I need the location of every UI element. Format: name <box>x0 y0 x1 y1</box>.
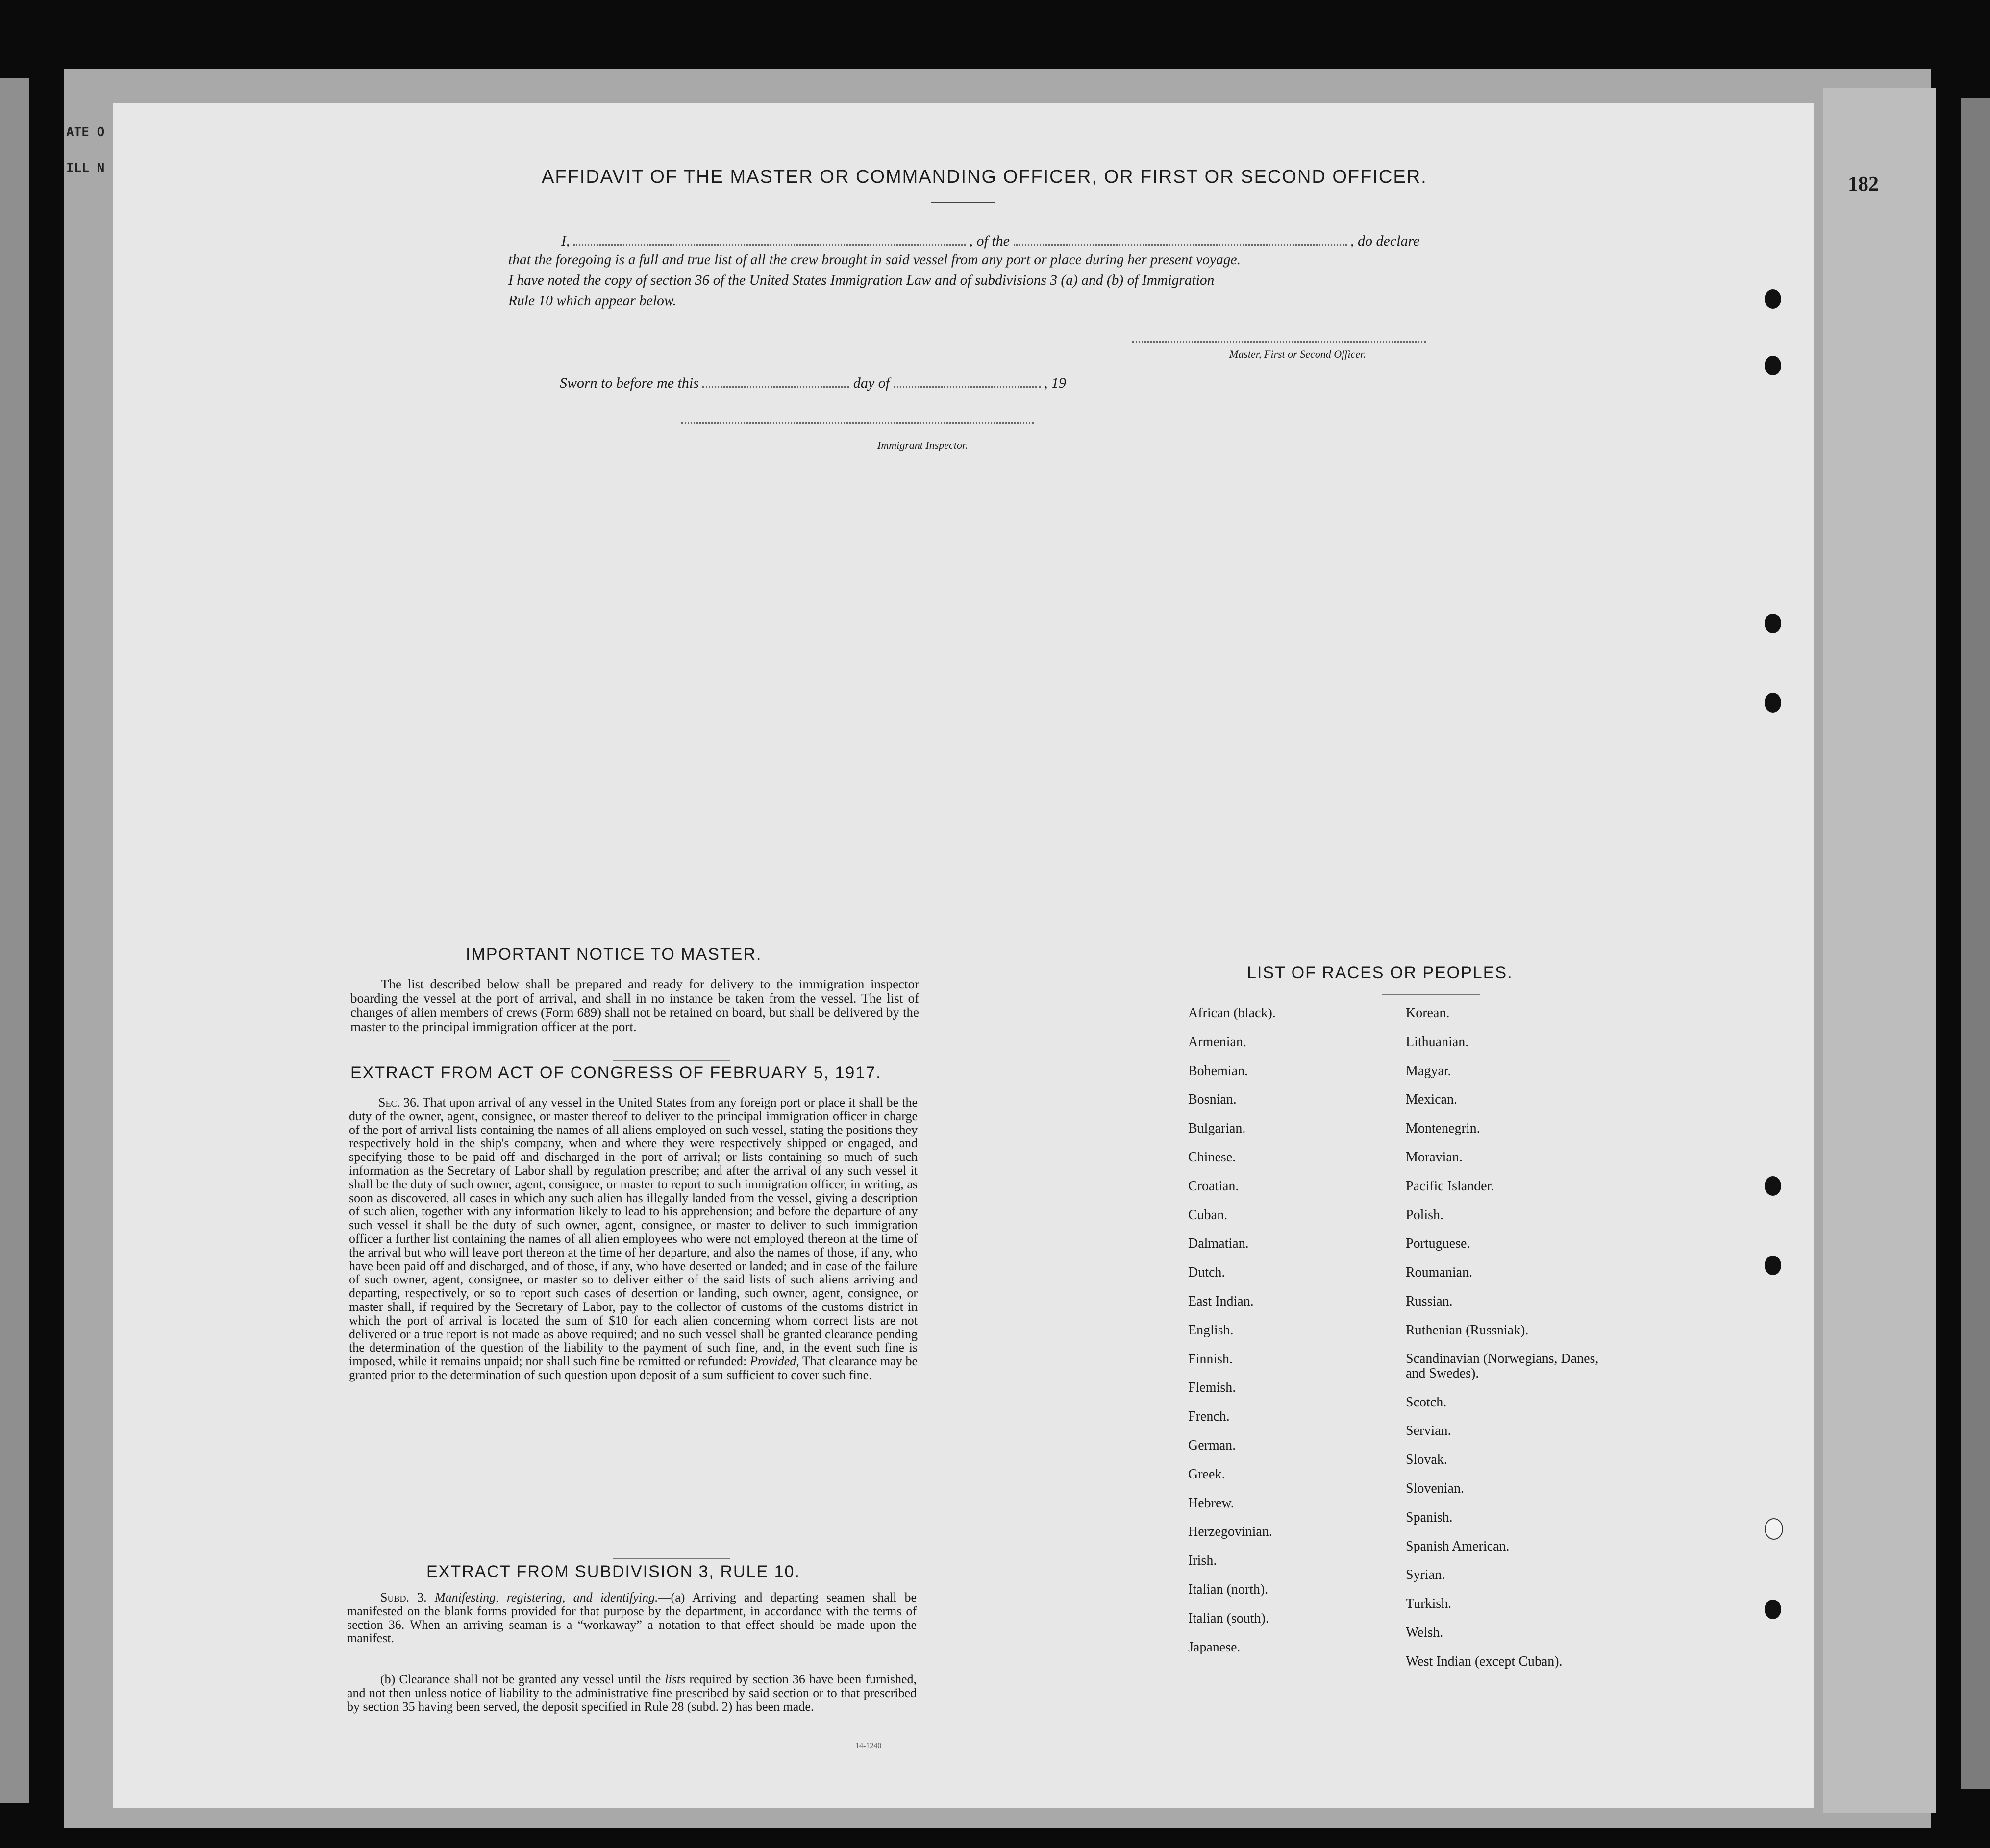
race-item: Greek. <box>1188 1466 1225 1482</box>
page-number: 182 <box>1848 173 1879 196</box>
binding-hole <box>1765 1600 1781 1619</box>
race-item: Welsh. <box>1406 1625 1443 1640</box>
race-item: Polish. <box>1406 1207 1444 1223</box>
binding-hole <box>1765 693 1781 713</box>
race-item: Italian (south). <box>1188 1610 1269 1626</box>
race-item: Montenegrin. <box>1406 1121 1480 1136</box>
year-label: , 19 <box>1044 375 1067 391</box>
races-left-column <box>1188 1006 1276 1668</box>
rule-10-para-a <box>347 1591 917 1645</box>
left-edge-fragment-2: ILL N <box>66 161 105 175</box>
race-item: Pacific Islander. <box>1406 1178 1494 1194</box>
race-item: Portuguese. <box>1406 1236 1470 1252</box>
inspector-label: Immigrant Inspector. <box>877 439 968 451</box>
sec-36-body: That upon arrival of any vessel in the United States from any foreign port or place it shall be the duty of the owner, agent, consignee, or master thereof to deliver to the principal immigration officer in charge of the port of arrival lists containing the names of all aliens employed on such vessel, stating the positions they respectively hold in the ship's company, when and where they were respectively shipped or engaged, and specifying those to be paid off and discharged in the port of arrival; or lists containing so much of such information as the Secretary of Labor shall by regulation prescribe; and after the arrival of any such vessel it shall be the duty of such owner, agent, consignee, or master to report to such immigration officer, in writing, as soon as discovered, all cases in which any such alien has illegally landed from the vessel, giving a description of such alien, together with any information likely to lead to his apprehension; and before the departure of any such vessel it shall be the duty of such owner, agent, consignee, or master to deliver to such immigration officer a further list containing the names of all alien employees who were not employed thereon at the time of the arrival but who will leave port thereon at the time of her departure, and also the names of those, if any, who have been paid off and discharged, and of those, if any, who have deserted or landed; and in case of the failure of such owner, agent, consignee, or master so to deliver either of the said lists of such aliens arriving and departing, respectively, or so to report such cases of desertion or landing, such owner, agent, consignee, or master shall, if required by the Secretary of Labor, pay to the collector of customs of the customs district in which the port of arrival is located the sum of $10 for each alien concerning whom correct lists are not delivered or a true report is not made as above required; and no such vessel shall be granted clearance pending the determination of the question of the liability to the payment of such fine, and, in the event such fine is imposed, while it remains unpaid; nor shall such fine be remitted or refunded: <box>349 1095 918 1369</box>
race-item: Roumanian. <box>1406 1265 1473 1281</box>
affidavit-body-line3: Rule 10 which appear below. <box>508 293 676 309</box>
race-item: German. <box>1188 1437 1236 1453</box>
form-number: 14-1240 <box>855 1742 882 1750</box>
i-label: I, <box>561 233 570 249</box>
race-item: Hebrew. <box>1188 1495 1234 1511</box>
races-title: LIST OF RACES OR PEOPLES. <box>1247 963 1513 982</box>
vessel-blank[interactable] <box>1014 231 1347 246</box>
sec-label: Sec. 36. <box>378 1095 420 1109</box>
binding-hole <box>1765 614 1781 633</box>
race-item: Servian. <box>1406 1423 1451 1439</box>
race-item: Italian (north). <box>1188 1581 1269 1597</box>
rule-10-para-b <box>347 1673 917 1713</box>
notice-divider <box>613 1060 730 1061</box>
master-signature-line[interactable] <box>1132 341 1426 343</box>
race-item: Dutch. <box>1188 1265 1225 1281</box>
notice-text: The list described below shall be prepared and ready for delivery to the immigration inspector boarding the vessel at the port of arrival, and shall in no instance be taken from the vessel. The list of changes of alien members of crews (Form 689) shall not be retained on board, but shall be delivered by the master to the principal immigration officer at the port. <box>350 977 919 1034</box>
race-item: Croatian. <box>1188 1178 1239 1194</box>
race-item: Flemish. <box>1188 1380 1236 1396</box>
sec-36-end: That clearance may be granted prior to the determination of such question upon deposit of a sum sufficient to cover such fine. <box>349 1354 918 1382</box>
rule-para-b-start: (b) Clearance shall not be granted any vessel until the <box>380 1672 661 1686</box>
races-divider <box>1382 994 1480 995</box>
lists-label: lists <box>665 1672 686 1686</box>
race-item: East Indian. <box>1188 1293 1254 1309</box>
binding-hole <box>1765 1176 1781 1196</box>
race-item: Finnish. <box>1188 1351 1233 1367</box>
race-item: Korean. <box>1406 1006 1450 1021</box>
race-item: Scotch. <box>1406 1394 1447 1410</box>
sworn-month-blank[interactable] <box>894 373 1041 388</box>
race-item: Spanish American. <box>1406 1538 1510 1554</box>
race-item: Armenian. <box>1188 1034 1246 1050</box>
inspector-signature-line[interactable] <box>681 422 1034 424</box>
race-item: Scandinavian (Norwegians, Danes, and Swedes). <box>1406 1351 1599 1381</box>
race-item: Chinese. <box>1188 1149 1236 1165</box>
sworn-label: Sworn to before me this <box>560 375 699 391</box>
binding-hole <box>1765 1256 1781 1275</box>
race-item: Japanese. <box>1188 1639 1241 1655</box>
race-item: Slovak. <box>1406 1452 1447 1468</box>
race-item: Irish. <box>1188 1553 1217 1569</box>
underlying-page-edge <box>1823 88 1936 1813</box>
sworn-line <box>560 373 1066 392</box>
binding-hole <box>1765 1518 1783 1540</box>
adjacent-page-right <box>1961 98 1990 1789</box>
affidavit-body-line1: that the foregoing is a full and true list of all the crew brought in said vessel from any port or place during her present voyage. <box>508 252 1241 268</box>
sworn-day-blank[interactable] <box>702 373 849 388</box>
section-36-text <box>349 1096 918 1382</box>
race-item: Slovenian. <box>1406 1480 1464 1496</box>
act-divider <box>613 1558 730 1559</box>
affidavit-title: AFFIDAVIT OF THE MASTER OR COMMANDING OFFICER, OR FIRST OR SECOND OFFICER. <box>542 167 1427 187</box>
race-item: Dalmatian. <box>1188 1236 1249 1252</box>
race-item: Spanish. <box>1406 1509 1453 1525</box>
day-of-label: day of <box>853 375 890 391</box>
race-item: Lithuanian. <box>1406 1034 1469 1050</box>
rule-heading: Manifesting, registering, and identifying. <box>434 1590 658 1604</box>
notice-title: IMPORTANT NOTICE TO MASTER. <box>466 945 762 963</box>
race-item: Mexican. <box>1406 1092 1457 1108</box>
binding-hole <box>1765 356 1781 375</box>
extract-rule-title: EXTRACT FROM SUBDIVISION 3, RULE 10. <box>426 1562 800 1581</box>
race-item: African (black). <box>1188 1006 1276 1021</box>
race-item: Cuban. <box>1188 1207 1228 1223</box>
subd-label: Subd. 3. <box>380 1590 427 1604</box>
race-item: Bulgarian. <box>1188 1121 1246 1136</box>
adjacent-page-left <box>0 78 29 1803</box>
name-blank[interactable] <box>573 231 966 246</box>
race-item: West Indian (except Cuban). <box>1406 1653 1563 1669</box>
race-item: Ruthenian (Russniak). <box>1406 1322 1529 1338</box>
race-item: Moravian. <box>1406 1149 1463 1165</box>
binding-hole <box>1765 289 1781 309</box>
of-the-label: , of the <box>969 233 1010 249</box>
left-edge-fragment-1: ATE O <box>66 125 105 140</box>
affidavit-i-line <box>561 231 1419 249</box>
rule-para-b-end: required by section 36 have been furnished, and not then unless notice of liability to the administrative fine prescribed by said section or to that prescribed by section 35 having been served, the deposit specified in Rule 28 (subd. 2) has been made. <box>347 1672 917 1714</box>
extract-act-title: EXTRACT FROM ACT OF CONGRESS OF FEBRUARY 5, 1917. <box>350 1063 882 1082</box>
race-item: French. <box>1188 1409 1230 1425</box>
race-item: Syrian. <box>1406 1567 1445 1583</box>
race-item: Bosnian. <box>1188 1092 1237 1108</box>
race-item: Turkish. <box>1406 1596 1452 1612</box>
affidavit-body-line2: I have noted the copy of section 36 of the United States Immigration Law and of subdivisions 3 (a) and (b) of Immigration <box>508 272 1215 288</box>
race-item: Herzegovinian. <box>1188 1524 1272 1540</box>
race-item: Russian. <box>1406 1293 1453 1309</box>
races-right-column <box>1406 1006 1612 1683</box>
race-item: Magyar. <box>1406 1063 1451 1079</box>
race-item: Bohemian. <box>1188 1063 1248 1079</box>
do-declare-label: , do declare <box>1350 233 1420 249</box>
title-underline <box>931 202 995 203</box>
provided-label: Provided, <box>749 1354 799 1369</box>
race-item: English. <box>1188 1322 1234 1338</box>
master-signature-label: Master, First or Second Officer. <box>1229 348 1366 360</box>
rule-para-a-text: —(a) Arriving and departing seamen shall be manifested on the blank forms provided for that purpose by the department, in accordance with the terms of section 36. When an arriving seaman is a “workaway” a notation to that effect should be made upon the manifest. <box>347 1590 917 1646</box>
